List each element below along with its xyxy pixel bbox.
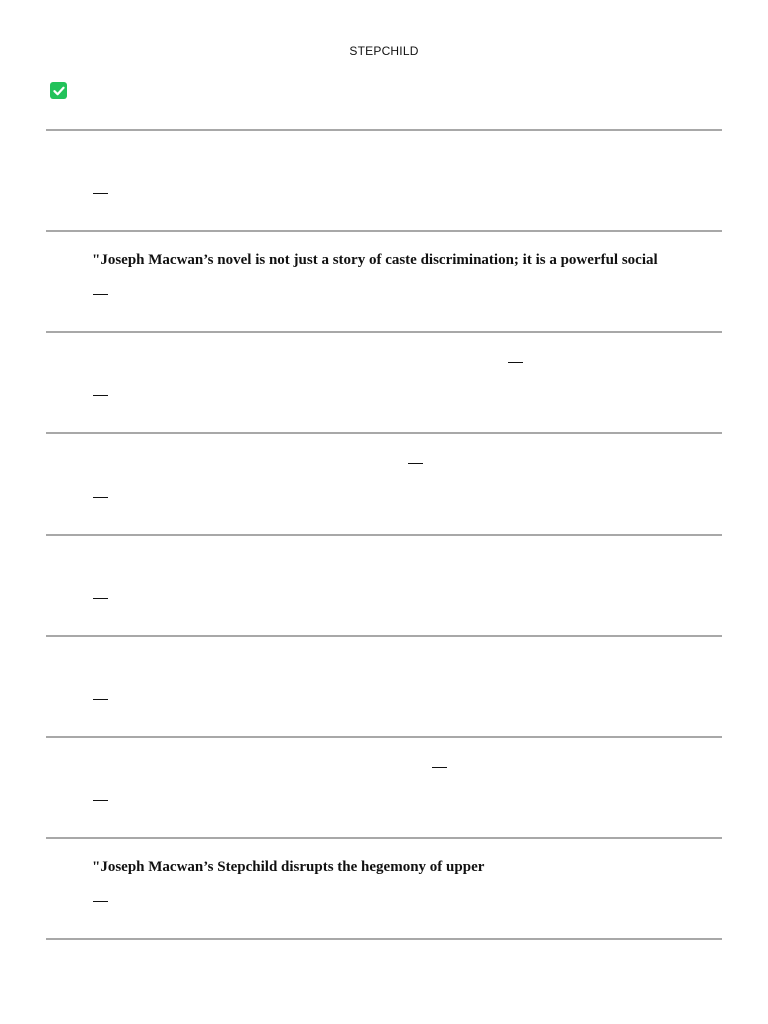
section-divider [46, 635, 722, 637]
section-divider [46, 534, 722, 536]
section-divider [46, 230, 722, 232]
inline-dash [432, 767, 447, 768]
checkbox-checked-icon[interactable] [50, 82, 67, 99]
page-title: STEPCHILD [349, 44, 419, 58]
attribution-dash [93, 901, 108, 902]
attribution-dash [93, 395, 108, 396]
section-divider [46, 331, 722, 333]
section-divider [46, 837, 722, 839]
inline-dash [408, 463, 423, 464]
section-divider [46, 129, 722, 131]
attribution-dash [93, 193, 108, 194]
attribution-dash [93, 598, 108, 599]
attribution-dash [93, 497, 108, 498]
quote-text: "Joseph Macwan’s Stepchild disrupts the hegemony of upper [92, 859, 485, 875]
attribution-dash [93, 800, 108, 801]
attribution-dash [93, 294, 108, 295]
inline-dash [508, 362, 523, 363]
attribution-dash [93, 699, 108, 700]
section-divider [46, 432, 722, 434]
section-divider [46, 736, 722, 738]
quote-text: "Joseph Macwan’s novel is not just a story of caste discrimination; it is a powerful social [92, 252, 658, 268]
section-divider [46, 938, 722, 940]
